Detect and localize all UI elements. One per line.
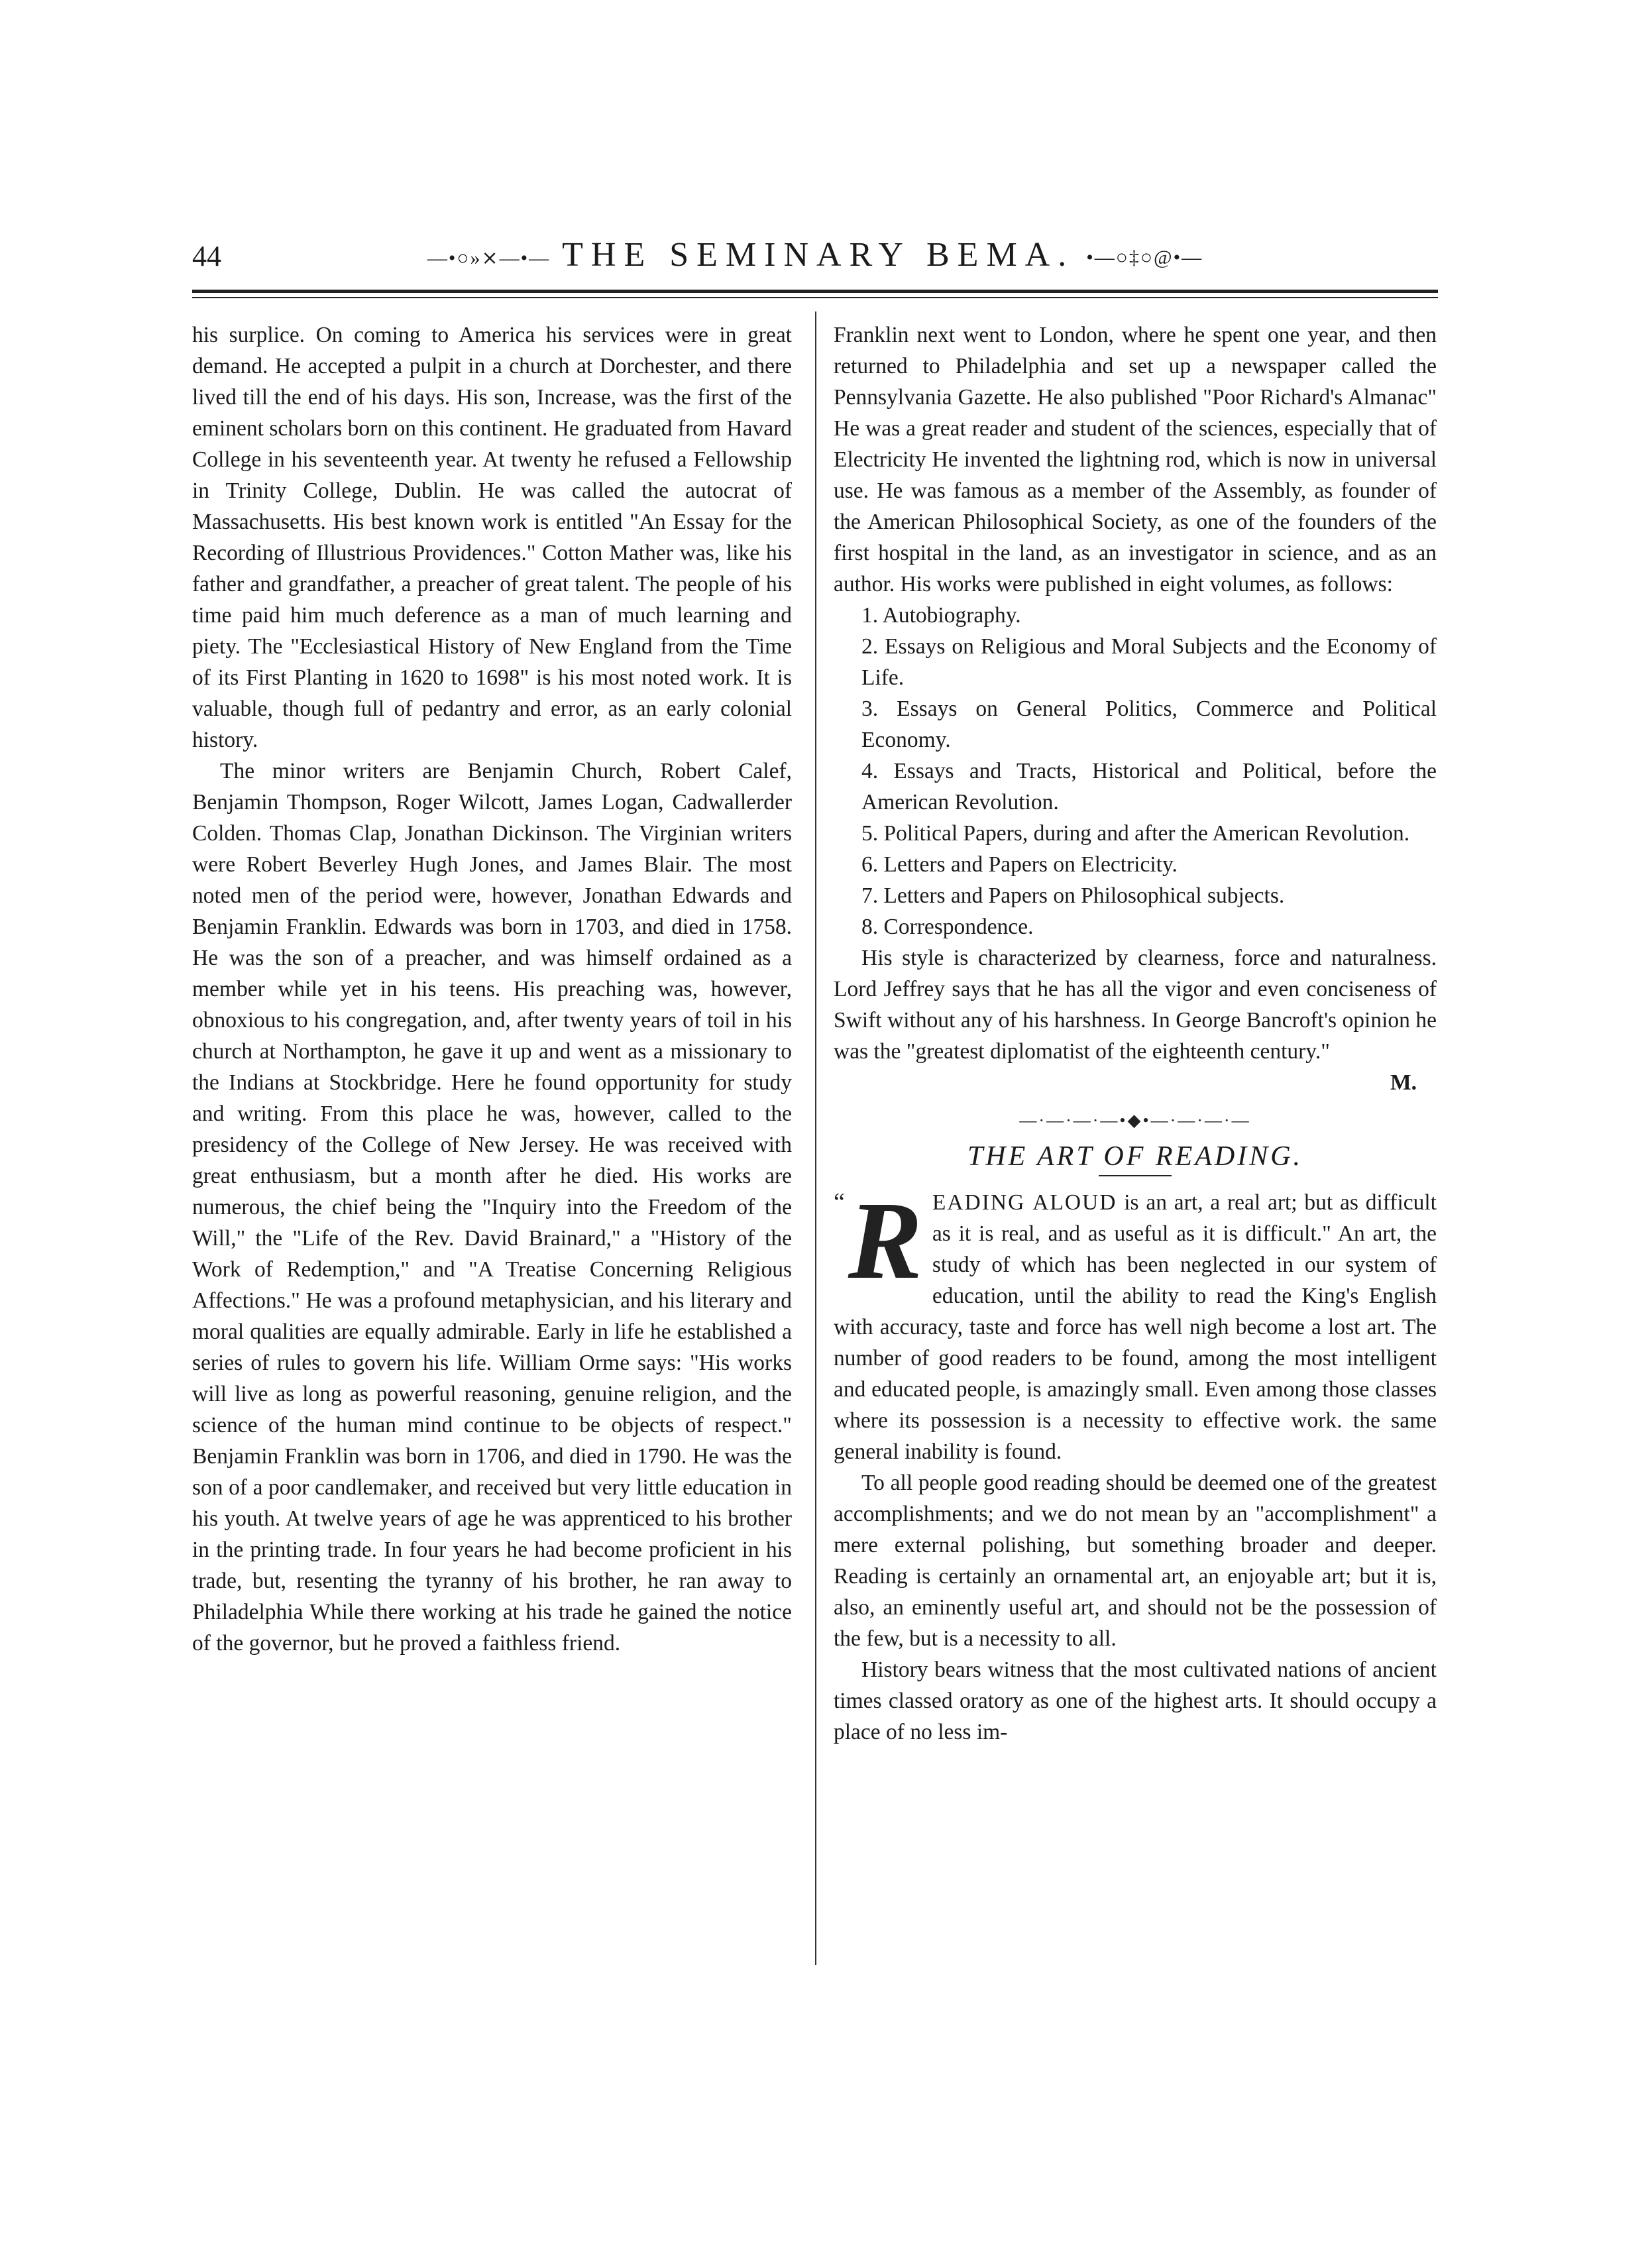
ornament-right-icon: •—○‡○@•— [1086,247,1203,269]
author-signature: M. [1390,1070,1417,1095]
opening-paragraph [834,1179,1437,1467]
paragraph-accomplishment: To all people good reading should be deemed one of the greatest accomplishments; and we do not mean by an "accomplishment" a mere external polishing, but something broader and deeper. Reading is certainly an ornamental art, an enjoyable art; but it is, also, an eminently useful art, and should not be the possession of the few, but is a necessity to all. [834,1471,1437,1651]
page-header [192,235,1438,288]
list-item: 6. Letters and Papers on Electricity. [861,852,1178,877]
list-item: 4. Essays and Tracts, Historical and Political, before the American Revolution. [861,759,1437,815]
list-item: 8. Correspondence. [861,915,1034,939]
drop-cap-letter: R [848,1179,922,1302]
paragraph-style: His style is characterized by clearness, force and naturalness. Lord Jeffrey says that he has all the vigor and even conciseness of Swift without any of his harshness. In George Bancroft's opinion he was the "greatest diplomatist of the eighteenth century." [834,946,1437,1064]
running-title-line [192,235,1438,274]
paragraph-franklin: Franklin next went to London, where he spent one year, and then returned to Philadelphia and set up a newspaper called the Pennsylvania Gazette. He also published "Poor Richard's Almanac" He was a great reader and student of the sciences, especially that of Electricity He invented the lightning rod, which is now in universal use. He was famous as a member of the Assembly, as founder of the American Philosophical Society, as one of the founders of the first hospital in the land, as an investigator in science, and as an author. His works were published in eight volumes, as follows: [834,323,1437,596]
left-column [192,319,792,1659]
title-underline [1099,1175,1172,1176]
section-title: THE ART OF READING. [967,1141,1303,1172]
lead-words: EADING ALOUD [932,1190,1117,1215]
separator-ornament-icon: —·—·—·—•◆•—·—·—·— [1019,1111,1251,1130]
header-rule-thin [192,297,1438,298]
list-item: 1. Autobiography. [861,603,1021,628]
paragraph-history: History bears witness that the most cultivated nations of ancient times classed oratory as one of the highest arts. It should occupy a place of no less im- [834,1658,1437,1744]
ornament-left-icon: —•○»⨯—•— [427,247,551,269]
works-list [834,600,1437,942]
header-rule-thick [192,290,1438,293]
list-item: 2. Essays on Religious and Moral Subjects and the Economy of Life. [861,634,1437,690]
page-number: 44 [192,240,221,272]
list-item: 7. Letters and Papers on Philosophical subjects. [861,883,1285,908]
opening-quote: “ [834,1188,845,1216]
paragraph-text: is an art, a real art; but as difficult as it is real, and as useful as it is difficult." An art, the study of which has been neglected in our system of education, until the ability to read the King's English with accuracy, taste and force has well nigh become a lost art. The number of good readers to be found, among the most intelligent and educated people, is amazingly small. Even among those classes where its possession is a necessity to effective work. the same general inability is found. [834,1190,1437,1464]
list-item: 5. Political Papers, during and after the American Revolution. [861,821,1410,846]
right-column [834,319,1437,1748]
list-item: 3. Essays on General Politics, Commerce and Political Economy. [861,697,1437,752]
column-divider [815,311,816,1965]
journal-title: THE SEMINARY BEMA. [562,236,1075,274]
paragraph-minor-writers: The minor writers are Benjamin Church, Robert Calef, Benjamin Thompson, Roger Wilcott, James Logan, Cadwallerder Colden. Thomas Clap, Jonathan Dickinson. The Virginian writers were Robert Beverley Hugh Jones, and James Blair. The most noted men of the period were, however, Jonathan Edwards and Benjamin Franklin. Edwards was born in 1703, and died in 1758. He was the son of a preacher, and was himself ordained as a member while yet in his teens. His preaching was, however, obnoxious to his congregation, and, after twenty years of toil in his church at Northampton, he gave it up and went as a missionary to the Indians at Stockbridge. Here he found opportunity for study and writing. From this place he was, however, called to the presidency of the College of New Jersey. He was received with great enthusiasm, but a month after he died. His works are numerous, the chief being the "Inquiry into the Freedom of the Will," the "Life of the Rev. David Brainard," a "History of the Work of Redemption," and "A Treatise Concerning Religious Affections." He was a profound metaphysician, and his literary and moral qualities are equally admirable. Early in life he established a series of rules to govern his life. William Orme says: "His works will live as long as powerful reasoning, genuine religion, and the science of the human mind continue to be objects of respect." Benjamin Franklin was born in 1706, and died in 1790. He was the son of a poor candlemaker, and received but very little education in his youth. At twelve years of age he was apprenticed to his brother in the printing trade. In four years he had become proficient in his trade, but, resenting the tyranny of his brother, he ran away to Philadelphia While there working at his trade he gained the notice of the governor, but he proved a faithless friend. [192,759,792,1656]
paragraph-mather: his surplice. On coming to America his services were in great demand. He accepted a pulpit in a church at Dorchester, and there lived till the end of his days. His son, Increase, was the first of the eminent scholars born on this continent. He graduated from Havard College in his seventeenth year. At twenty he refused a Fellowship in Trinity College, Dublin. He was called the autocrat of Massachusetts. His best known work is entitled "An Essay for the Recording of Illustrious Providences." Cotton Mather was, like his father and grandfather, a preacher of great talent. The people of his time paid him much deference as a man of much learning and piety. The "Ecclesiastical History of New England from the Time of its First Planting in 1620 to 1698" is his most noted work. It is valuable, though full of pedantry and error, as an early colonial history. [192,323,792,752]
